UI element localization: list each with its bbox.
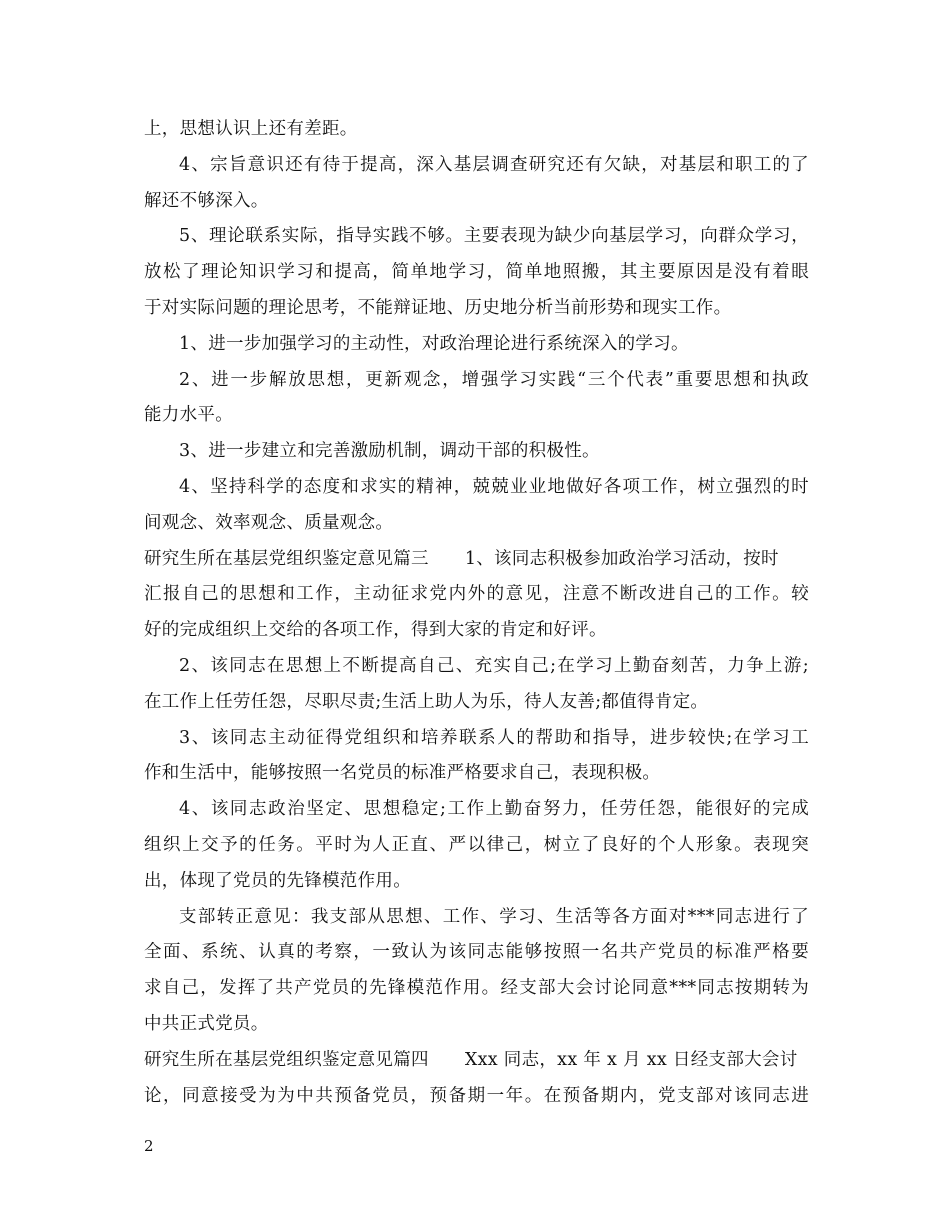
section-heading: 研究生所在基层党组织鉴定意见篇四 bbox=[144, 1049, 429, 1070]
text: 能力水平。 bbox=[144, 405, 233, 426]
text-line bbox=[144, 291, 809, 327]
text: 作和生活中，能够按照一名党员的标准严格要求自己，表现积极。 bbox=[144, 763, 661, 784]
page-number: 2 bbox=[144, 1137, 154, 1155]
text: 全面、系统、认真的考察，一致认为该同志能够按照一名共产党员的标准严格要 bbox=[144, 942, 809, 963]
text-line bbox=[144, 864, 809, 900]
text: 好的完成组织上交给的各项工作，得到大家的肯定和好评。 bbox=[144, 620, 607, 641]
text-line bbox=[144, 255, 809, 291]
text: 2、进一步解放思想，更新观念，增强学习实践“三个代表”重要思想和执政 bbox=[179, 369, 809, 390]
section-heading: 研究生所在基层党组织鉴定意见篇三 bbox=[144, 548, 429, 569]
text-line bbox=[144, 434, 809, 470]
text-line bbox=[144, 577, 809, 613]
text-line bbox=[144, 506, 809, 542]
section-heading-line bbox=[144, 1043, 809, 1079]
text: 1、该同志积极参加政治学习活动，按时 bbox=[464, 548, 779, 569]
text: 4、该同志政治坚定、思想稳定;工作上勤奋努力，任劳任怨，能很好的完成 bbox=[179, 799, 809, 820]
text: 1、进一步加强学习的主动性，对政治理论进行系统深入的学习。 bbox=[179, 333, 689, 354]
text-line bbox=[144, 184, 809, 220]
text: 支部转正意见：我支部从思想、工作、学习、生活等各方面对***同志进行了 bbox=[179, 906, 809, 927]
text-line bbox=[144, 685, 809, 721]
text: 在工作上任劳任怨，尽职尽责;生活上助人为乐，待人友善;都值得肯定。 bbox=[144, 691, 709, 712]
text: 4、宗旨意识还有待于提高，深入基层调查研究还有欠缺，对基层和职工的了 bbox=[179, 154, 809, 175]
text-line bbox=[144, 1007, 809, 1043]
text: 出，体现了党员的先锋模范作用。 bbox=[144, 870, 411, 891]
text: 汇报自己的思想和工作，主动征求党内外的意见，注意不断改进自己的工作。较 bbox=[144, 584, 809, 605]
section-heading-line bbox=[144, 542, 809, 578]
text-line bbox=[144, 721, 809, 757]
text: 间观念、效率观念、质量观念。 bbox=[144, 512, 394, 533]
text: 3、该同志主动征得党组织和培养联系人的帮助和指导，进步较快;在学习工 bbox=[179, 727, 809, 748]
text-line bbox=[144, 971, 809, 1007]
text-line bbox=[144, 363, 809, 399]
text-line bbox=[144, 828, 809, 864]
text: 2、该同志在思想上不断提高自己、充实自己;在学习上勤奋刻苦，力争上游; bbox=[179, 655, 809, 676]
text: 4、坚持科学的态度和求实的精神，兢兢业业地做好各项工作，树立强烈的时 bbox=[179, 476, 809, 497]
text-line bbox=[144, 148, 809, 184]
text-line bbox=[144, 792, 809, 828]
text: 论，同意接受为为中共预备党员，预备期一年。在预备期内，党支部对该同志进 bbox=[144, 1085, 809, 1106]
text-line bbox=[144, 1079, 809, 1115]
text: 求自己，发挥了共产党员的先锋模范作用。经支部大会讨论同意***同志按期转为 bbox=[144, 978, 809, 999]
text: 组织上交予的任务。平时为人正直、严以律己，树立了良好的个人形象。表现突 bbox=[144, 834, 809, 855]
text-line bbox=[144, 219, 809, 255]
text-line bbox=[144, 613, 809, 649]
text: Xxx 同志，xx 年 x 月 xx 日经支部大会讨 bbox=[464, 1049, 798, 1070]
text: 于对实际问题的理论思考，不能辩证地、历史地分析当前形势和现实工作。 bbox=[144, 297, 732, 318]
text: 上，思想认识上还有差距。 bbox=[144, 119, 358, 139]
text-line bbox=[144, 935, 809, 971]
text-line bbox=[144, 398, 809, 434]
text-line bbox=[144, 327, 809, 363]
text: 中共正式党员。 bbox=[144, 1013, 269, 1034]
text-line bbox=[144, 649, 809, 685]
text: 解还不够深入。 bbox=[144, 190, 269, 211]
text-line bbox=[144, 470, 809, 506]
text: 3、进一步建立和完善激励机制，调动干部的积极性。 bbox=[179, 441, 600, 462]
text: 5、理论联系实际，指导实践不够。主要表现为缺少向基层学习，向群众学习， bbox=[179, 226, 809, 247]
text-line bbox=[144, 756, 809, 792]
document-body bbox=[144, 112, 809, 1114]
text-line bbox=[144, 900, 809, 936]
text-line bbox=[144, 112, 809, 148]
text: 放松了理论知识学习和提高，简单地学习，简单地照搬，其主要原因是没有着眼 bbox=[144, 262, 809, 283]
